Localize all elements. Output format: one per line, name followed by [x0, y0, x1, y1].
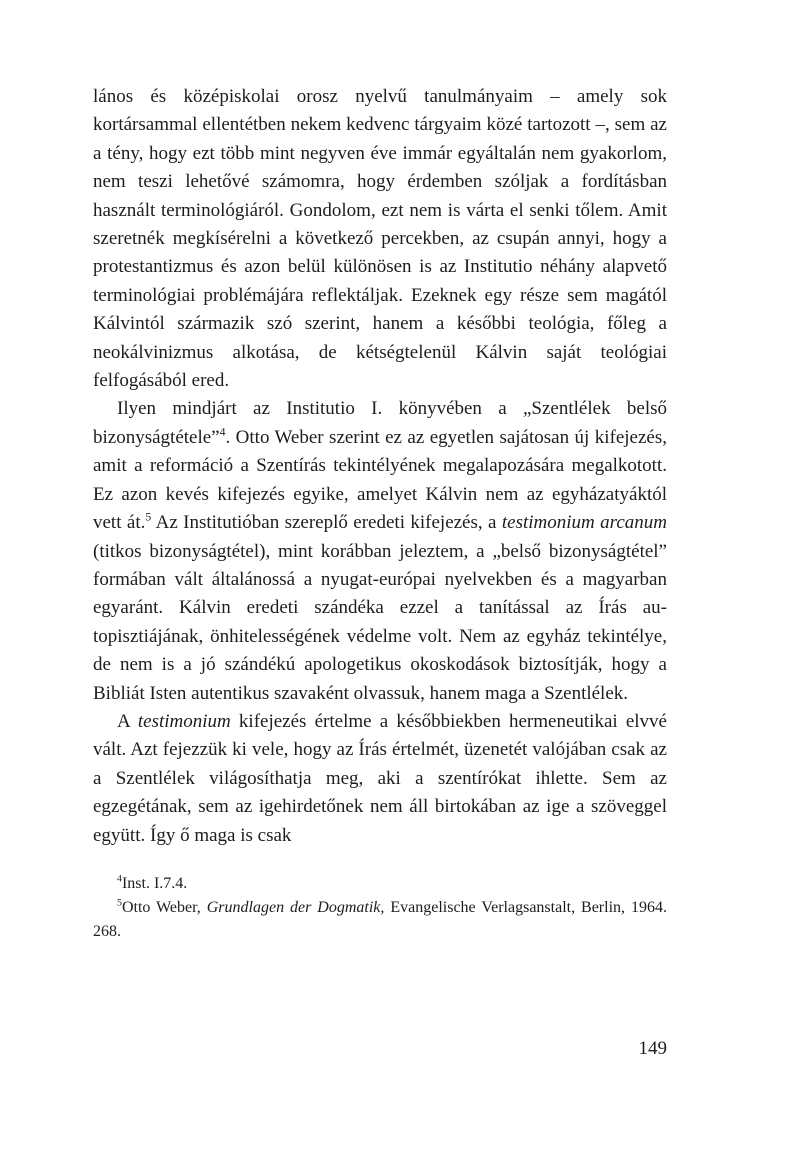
body-text: [93, 83, 667, 850]
text-segment: Az Institutióban szereplő eredeti kifejezés, a: [151, 512, 502, 534]
footnote-marker: 4: [219, 425, 226, 439]
text-segment: (titkos bizonyságtétel), mint korábban jeleztem, a „belső bizonyságtétel” formában vált általánossá a nyugat-európai nyelvekben és a magyarban egyaránt. Kálvin eredeti szándéka ezzel a tanítással az Írás autopisztiájának, önhitelességének védelme volt. Nem az egyház tekintélye, de nem is a jó szándékú apologetikus okoskodások biztosítják, hogy a Bibliát Isten autentikus szavaként olvassuk, hanem maga a Szentlélek.: [93, 540, 667, 704]
text-segment: . Otto Weber szerint ez az egyetlen sajátosan új kifejezés, amit a reformáció a Szentírás tekintélyének megalapozására megalkotott. Ez azon kevés kifejezés egyike, amelyet Kálvin nem az egyházatyáktól vett át.: [93, 426, 667, 534]
page-content: [93, 83, 667, 944]
italic-text: Grundlagen der Dogmatik,: [206, 898, 385, 916]
text-segment: Evangelische Verlagsanstalt, Berlin, 1964. 268.: [93, 898, 667, 940]
text-segment: lános és középiskolai orosz nyelvű tanulmányaim – amely sok kortársammal ellentétben nekem kedvenc tárgyaim közé tartozott –, sem az a tény, hogy ezt több mint negyven éve immár egyáltalán nem gyakorlom, nem teszi lehetővé számomra, hogy érdemben szóljak a fordításban használt terminológiáról. Gondolom, ezt nem is várta el senki tőlem. Amit szeretnék megkísérelni a következő percekben, az csupán annyi, hogy a protestantizmus és azon belül különösen is az Institutio néhány alapvető terminológiai problémájára reflektáljak. Ezeknek egy része sem magától Kálvintól származik szó szerint, hanem a későbbi teológia, főleg a neokálvinizmus alkotása, de kétségtelenül Kálvin saját teológiai felfogásából ered.: [93, 86, 667, 392]
page-number: 149: [638, 1038, 667, 1059]
footnote-marker: 4: [117, 873, 122, 885]
footnote: [93, 872, 667, 896]
paragraph: [93, 395, 667, 707]
text-segment: Inst. I.7.4.: [121, 874, 188, 892]
paragraph: [93, 83, 667, 395]
footnote-marker: 5: [145, 510, 152, 524]
text-segment: A: [117, 710, 138, 732]
footnote-marker: 5: [117, 897, 122, 909]
text-segment: Ilyen mindjárt az Institutio I. könyvében a „Szentlélek belső bizonyságtétele”: [93, 398, 667, 448]
italic-text: testimonium: [137, 710, 231, 732]
text-segment: Otto Weber,: [121, 898, 207, 916]
footnotes: [93, 872, 667, 944]
italic-text: testimonium arcanum: [501, 512, 668, 534]
text-segment: kifejezés értelme a későbbiekben hermeneutikai elvvé vált. Azt fejezzük ki vele, hogy az Írás értelmét, üzenetét valójában csak az a Szentlélek világosíthatja meg, aki a szentírókat ihlette. Sem az egzegétának, sem az igehirdetőnek nem áll birtokában az ige a szöveggel együtt. Így ő maga is csak: [93, 710, 667, 846]
paragraph: [93, 708, 667, 850]
footnote: [93, 896, 667, 944]
